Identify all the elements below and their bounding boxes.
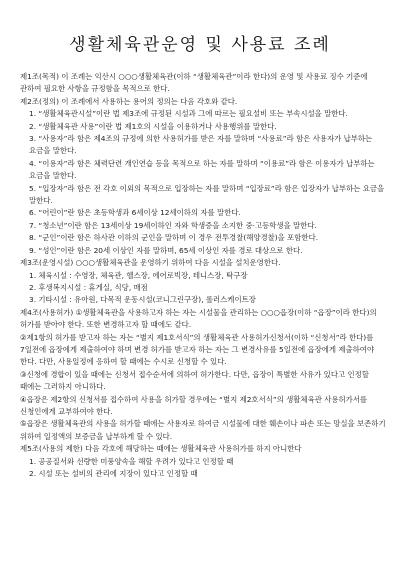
article-paragraph: ⑤읍장은 생활체육관의 사용을 허가할 때에는 사용자로 하여금 시설물에 대한 훼손이나 파손 또는 망실을 보존하기 위하여 일정액의 보증금을 납부하게 할 수 있다. (20, 419, 386, 441)
list-item: 1. “생활체육관시설”이란 법 제3조에 규정된 시설과 그에 따르는 필요설비 또는 부속시설을 말한다. (29, 109, 348, 119)
article-paragraph: ③신청에 경합이 있을 때에는 신청서 접수순서에 의하여 허가한다. 다만, 읍장이 특별한 사유가 있다고 인정할 때에는 그러하지 아니하다. (20, 369, 369, 392)
article-paragraph: 제3조(운영시설) ○○○생활체육관을 운영하기 위하여 다음 시설을 설치운영한다. (20, 258, 281, 268)
article-paragraph: ④읍장은 제2항의 신청서를 접수하여 사용을 허가할 경우에는 “별지 제2호서식”의 생활체육관 사용허가서를 신청인에게 교부하여야 한다. (20, 394, 368, 416)
list-item: 9. “성인”이란 함은 20세 이상인 자를 말하며, 65세 이상인 자를 경로 대상으로 한다. (29, 245, 303, 255)
article-paragraph: ②제1항의 허가를 받고자 하는 자는 “별지 제1호서식”의 생활체육관 사용허가신청서(이하 “신청서”라 한다)를 7일전에 읍장에게 제출하여야 하며 변경 허가를 받고자 하는 자는 그 변경사유를 5일전에 읍장에게 제출하여야 한다. 다만, 사용일정에 응하여 할 때에는 수시로 신청할 수 있다. (20, 332, 375, 367)
list-item: 7. “청소년”이란 함은 13세이상 19세이하인 자와 학생증을 소지한 중·고등학생을 말한다. (29, 220, 317, 230)
document-body (20, 71, 388, 480)
article-paragraph: 제5조(사용의 제한) 다음 각호에 해당하는 때에는 생활체육관 사용허가를 하지 아니한다 (20, 444, 302, 454)
list-item: 2. 시설 또는 설비의 관리에 지장이 있다고 인정할 때 (29, 469, 198, 478)
article-paragraph: 제1조(목적) 이 조례는 익산시 ○○○생활체육관(이하 “생활체육관”이라 한다)의 운영 및 사용료 징수 기준에 관하여 필요한 사항을 규정함을 목적으로 한다. (20, 72, 368, 94)
list-item: 1. 공공질서와 선량한 미풍양속을 해할 우려가 있다고 인정할 때 (29, 456, 234, 466)
article-paragraph: 제4조(사용허가) ①생활체육관을 사용하고자 하는 자는 시설물을 관리하는 ○○○읍장(이하 “읍장”이라 한다)의 허가를 받아야 한다. 또한 변경하고자 할 때에도 같다. (20, 307, 377, 330)
document-title: 생활체육관운영 및 사용료 조례 (69, 35, 331, 55)
list-item: 6. “어린이”란 함은 초등학생과 6세이상 12세이하의 자를 말한다. (29, 208, 241, 218)
list-item: 4. “이용자”라 함은 체력단련 개인연습 등을 목적으로 하는 자를 말하며 “이용료”라 함은 이용자가 납부하는 요금을 말한다. (29, 158, 375, 181)
list-item: 3. 기타시설 : 유아원, 다목적 운동시설(코니그린구장), 롤러스케이트장 (29, 295, 256, 305)
list-item: 3. “사용자”라 함은 제4조의 규정에 의한 사용허가를 받은 자를 말하며 “사용료”라 함은 사용자가 납부하는 요금을 말한다. (29, 134, 373, 156)
article-paragraph: 제2조(정의) 이 조례에서 사용하는 용어의 정의는 다음 각호와 같다. (20, 96, 238, 106)
list-item: 5. “입장자”라 함은 전 각호 이외의 목적으로 입장하는 자를 말하며 “입장료”라 함은 입장자가 납부하는 요금을 말한다. (29, 183, 385, 206)
list-item: 2. “생활체육관 사용”이란 법 제1호의 시설을 이용하거나 사용행위를 말한다. (29, 121, 277, 131)
list-item: 2. 후생복지시설 : 휴게실, 식당, 매점 (29, 282, 148, 292)
list-item: 8. “군인”이란 함은 하사관 이하의 군인을 말하며 이 경우 전투경찰(해양경찰)을 포함한다. (29, 233, 319, 243)
list-item: 1. 체육시설 : 수영장, 체육관, 헬스장, 에어로빅장, 테니스장, 탁구장 (29, 270, 248, 280)
